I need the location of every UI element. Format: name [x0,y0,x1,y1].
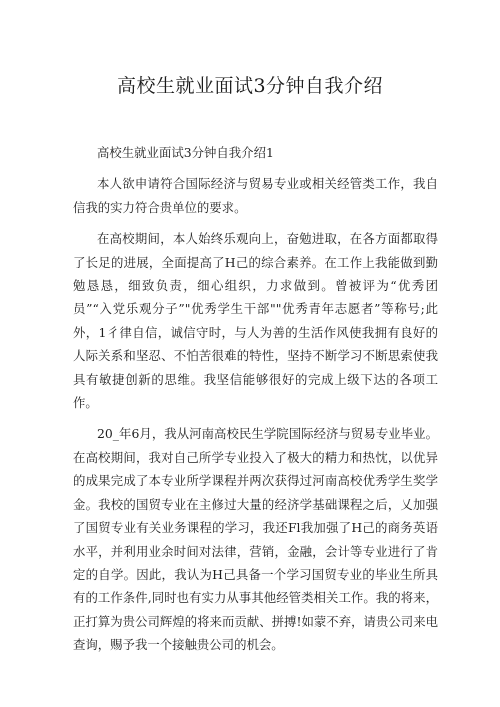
application-paragraph: 本人欲申请符合国际经济与贸易专业或相关经管类工作，我自信我的实力符合贵单位的要求。 [73,176,438,215]
subtitle-paragraph: 高校生就业面试3分钟自我介绍1 [97,145,274,160]
graduation-paragraph: 20_年6月，我从河南高校民生学院国际经济与贸易专业毕业。在高校期间，我对自己所学专业投入了极大的精力和热忱，以优异的成果完成了本专业所学课程并两次获得过河南高校优秀学生奖学金。我校的国贸专业在主修过大量的经济学基础课程之后，乂加强了国贸专业有关业务课程的学习，我还Fl我加强了H己的商务英语水平，并利用业余时间对法律，营销，金融，会计等专业进行了肯定的自学。因此，我认为H己具备一个学习国贸专业的毕业生所具有的工作条件,同时也有实力从事其他经管类相关工作。我的将来，正打算为贵公司辉煌的将来而贡献、拼搏!如蒙不弃，请贵公司来电查询，赐予我一个接触贵公司的机会。 [73,426,438,653]
document-title: 高校生就业面试3分钟自我介绍 [116,75,384,97]
document-body [73,141,438,665]
university-experience-paragraph: 在高校期间，本人始终乐观向上，奋勉进取，在各方面都取得了长足的进展，全面提高了H己的综合素养。在工作上我能做到勤勉恳恳，细致负责，细心组织，力求做到。曾被评为“优秀团员”“入党乐观分子”"优秀学生干部""优秀青年志愿者”等称号;此外，1彳律自信，诚信守时，与人为善的生活作风使我拥有良好的人际关系和坚忍、不怕苦很难的特性，坚持不断学习不断思索使我具有敏捷创新的思维。我坚信能够很好的完成上级下达的各项工作。 [73,231,438,411]
